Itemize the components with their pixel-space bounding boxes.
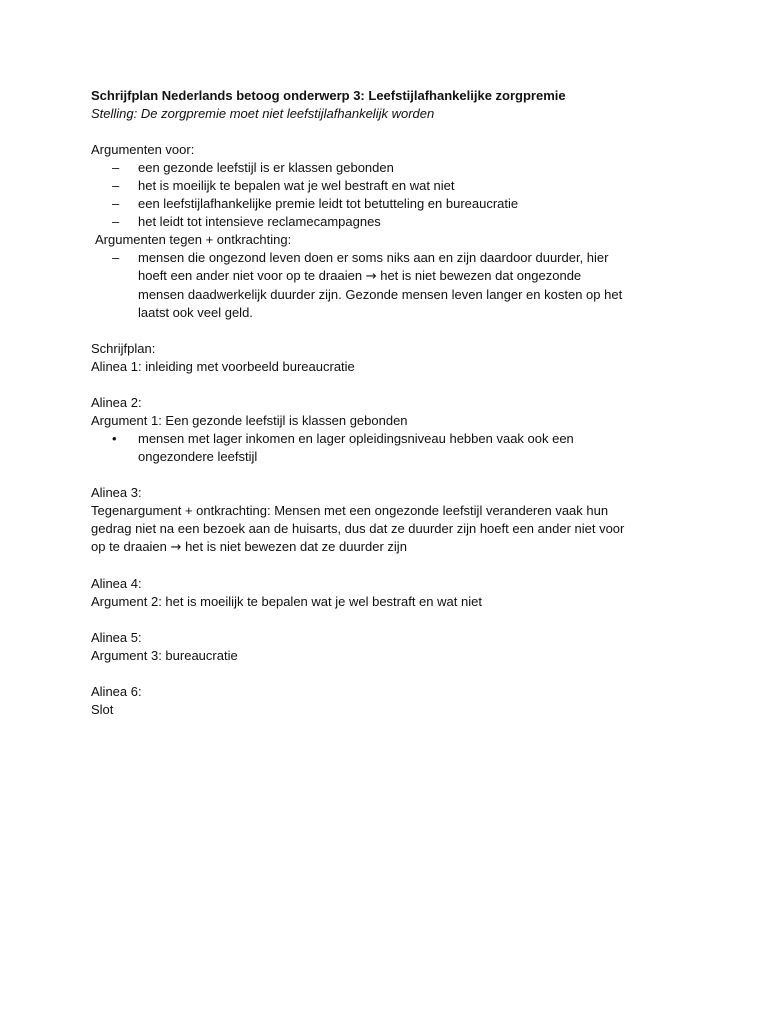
alinea-1: Alinea 1: inleiding met voorbeeld bureaucratie xyxy=(91,359,355,374)
dash-marker: – xyxy=(112,178,120,193)
spacer xyxy=(91,665,688,683)
text-line: laatst ook veel geld. xyxy=(138,305,253,320)
list-item xyxy=(91,195,688,213)
spacer xyxy=(91,557,688,575)
list-item xyxy=(91,159,688,177)
list-item-text xyxy=(138,249,622,322)
spacer xyxy=(91,611,688,629)
alinea-5-label: Alinea 5: xyxy=(91,630,142,645)
list-item xyxy=(91,213,688,231)
spacer xyxy=(91,376,688,394)
dash-marker: – xyxy=(112,196,120,211)
spacer xyxy=(91,466,688,484)
list-item-text: een leefstijlafhankelijke premie leidt tot betutteling en bureaucratie xyxy=(138,196,519,211)
alinea-3-line xyxy=(91,538,688,557)
argumenten-voor-header: Argumenten voor: xyxy=(91,142,195,157)
dash-marker: – xyxy=(112,160,120,175)
text-fragment: het is niet bewezen dat ze duurder zijn xyxy=(185,539,407,554)
text-line: ongezondere leefstijl xyxy=(138,449,258,464)
alinea-4-text: Argument 2: het is moeilijk te bepalen wat je wel bestraft en wat niet xyxy=(91,594,482,609)
arrow-right-icon: → xyxy=(365,269,377,284)
list-item-text xyxy=(138,430,574,466)
argumenten-tegen-header: Argumenten tegen + ontkrachting: xyxy=(95,232,292,247)
alinea-2-text: Argument 1: Een gezonde leefstijl is klassen gebonden xyxy=(91,413,408,428)
text-line xyxy=(138,267,622,286)
schrijfplan-header: Schrijfplan: xyxy=(91,341,156,356)
text-line: mensen met lager inkomen en lager opleidingsniveau hebben vaak ook een xyxy=(138,431,574,446)
list-item-text: het is moeilijk te bepalen wat je wel bestraft en wat niet xyxy=(138,178,455,193)
alinea-3-line: gedrag niet na een bezoek aan de huisarts, dus dat ze duurder zijn hoeft een ander niet voor xyxy=(91,521,625,536)
text-line: mensen die ongezond leven doen er soms niks aan en zijn daardoor duurder, hier xyxy=(138,250,609,265)
bullet-marker: • xyxy=(112,431,117,446)
alinea-2-label: Alinea 2: xyxy=(91,395,142,410)
text-fragment: op te draaien xyxy=(91,539,167,554)
dash-marker: – xyxy=(112,250,120,265)
spacer xyxy=(91,123,688,141)
list-item xyxy=(91,177,688,195)
alinea-3-label: Alinea 3: xyxy=(91,485,142,500)
arrow-right-icon: → xyxy=(170,540,182,555)
document-title: Schrijfplan Nederlands betoog onderwerp 3: Leefstijlafhankelijke zorgpremie xyxy=(91,88,566,103)
list-item-text: het leidt tot intensieve reclamecampagnes xyxy=(138,214,381,229)
alinea-5-text: Argument 3: bureaucratie xyxy=(91,648,238,663)
alinea-6-text: Slot xyxy=(91,702,114,717)
spacer xyxy=(91,322,688,340)
alinea-6-label: Alinea 6: xyxy=(91,684,142,699)
text-fragment: het is niet bewezen dat ongezonde xyxy=(380,268,582,283)
list-item xyxy=(91,430,688,466)
list-item-text: een gezonde leefstijl is er klassen gebonden xyxy=(138,160,394,175)
list-item xyxy=(91,249,688,322)
text-line: mensen daadwerkelijk duurder zijn. Gezonde mensen leven langer en kosten op het xyxy=(138,287,623,302)
dash-marker: – xyxy=(112,214,120,229)
stelling: Stelling: De zorgpremie moet niet leefstijlafhankelijk worden xyxy=(91,106,435,121)
text-fragment: hoeft een ander niet voor op te draaien xyxy=(138,268,363,283)
alinea-3-line: Tegenargument + ontkrachting: Mensen met een ongezonde leefstijl veranderen vaak hun xyxy=(91,503,609,518)
alinea-4-label: Alinea 4: xyxy=(91,576,142,591)
